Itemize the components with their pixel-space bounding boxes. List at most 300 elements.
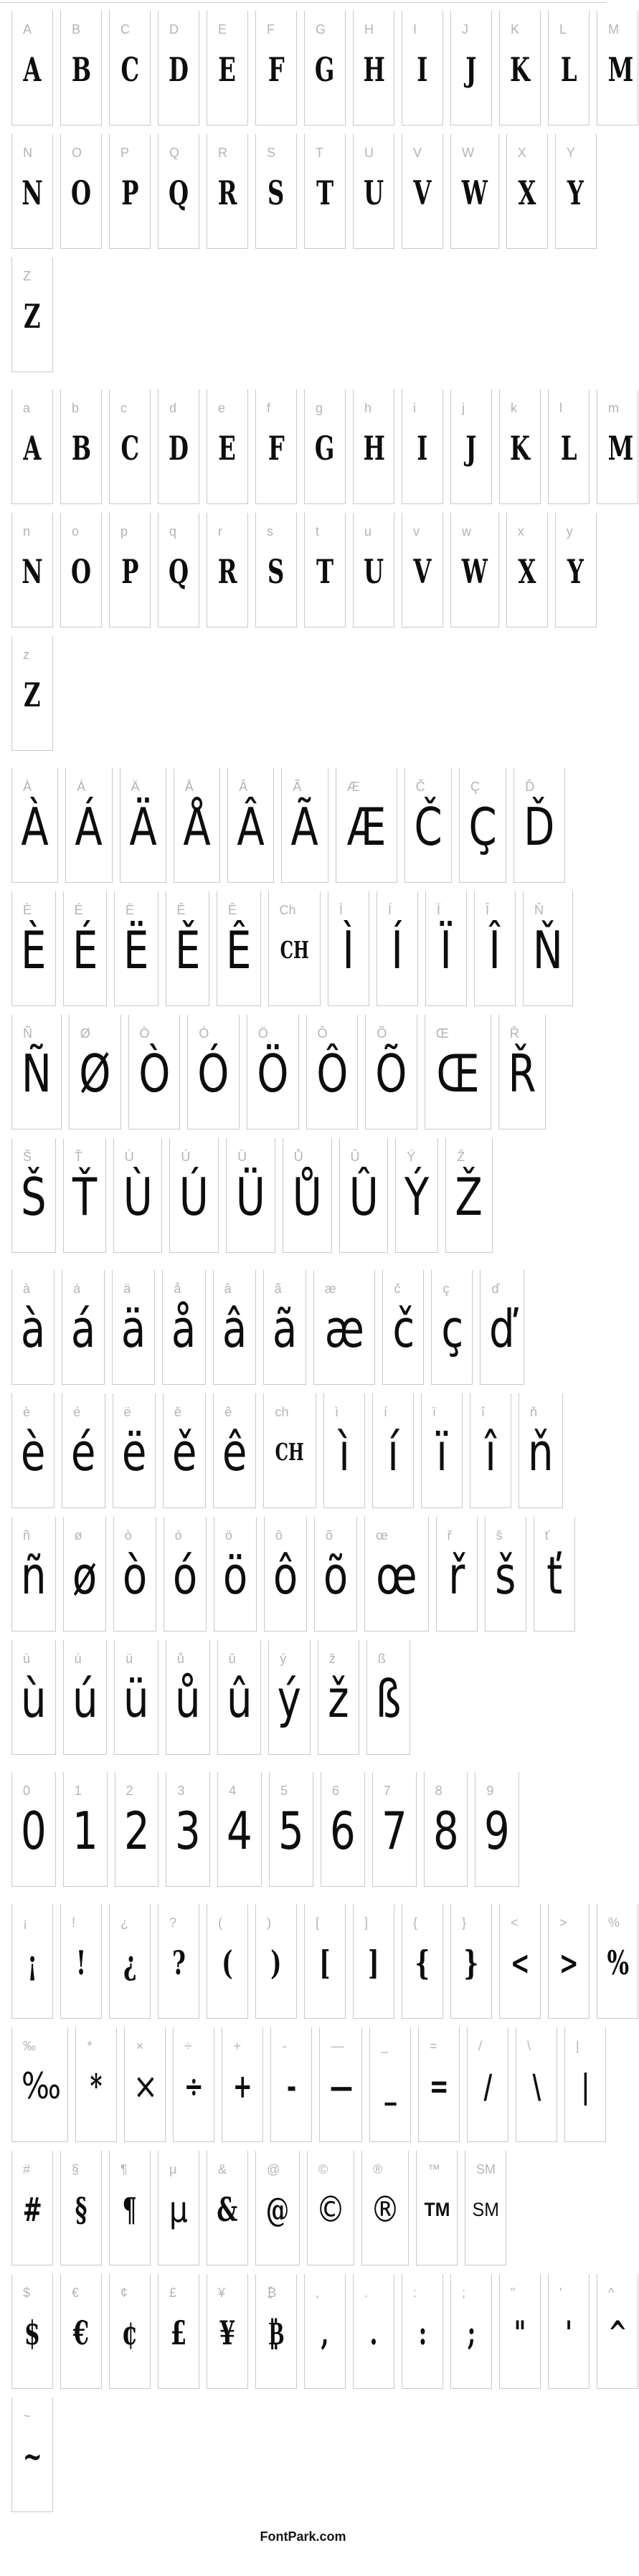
character-label: Š: [23, 1150, 32, 1164]
character-label: è: [23, 1405, 31, 1419]
glyph-cell: [114, 1640, 158, 1755]
glyph-render: O: [71, 174, 92, 212]
glyph-render: Á: [75, 797, 103, 857]
glyph-render: ]: [368, 1943, 379, 1982]
character-label: î: [481, 1405, 485, 1419]
character-label: ¡: [23, 1916, 27, 1930]
glyph-cell: [60, 513, 102, 628]
glyph-render-box: [17, 1801, 50, 1861]
glyph-render-box: [287, 797, 322, 857]
glyph-render-box: [407, 39, 437, 100]
glyph-render-box: [269, 1299, 300, 1359]
character-label: B: [72, 22, 81, 37]
glyph-render-box: [212, 541, 242, 602]
glyph-render: £: [170, 2314, 187, 2352]
character-label: ,: [316, 2286, 320, 2300]
glyph-cell: [11, 1517, 56, 1632]
glyph-render: Ě: [174, 920, 200, 980]
glyph-cell: [353, 513, 394, 628]
glyph-render: ë: [121, 1422, 147, 1482]
glyph-cell: [516, 2027, 557, 2142]
glyph-cell: [548, 389, 590, 504]
glyph-render: Č: [414, 797, 442, 857]
character-label: ‰: [23, 2039, 36, 2053]
glyph-render-box: [570, 2056, 600, 2116]
glyph-render: Ů: [292, 1167, 322, 1227]
glyph-cell: [304, 513, 346, 628]
character-label: ¥: [218, 2286, 226, 2300]
character-label: @: [267, 2162, 280, 2177]
glyph-cell: [11, 636, 53, 751]
glyph-cell: [109, 389, 151, 504]
glyph-render-box: [69, 920, 102, 980]
glyph-render: L: [560, 50, 577, 89]
glyph-render-box: [171, 1801, 204, 1861]
glyph-render-box: [602, 418, 633, 478]
character-label: |: [576, 2039, 579, 2053]
glyph-render-box: [17, 1299, 49, 1359]
character-label: L: [559, 22, 567, 37]
glyph-render-box: [437, 1299, 467, 1359]
character-label: ß: [377, 1652, 386, 1666]
glyph-render-box: [473, 2056, 503, 2116]
glyph-render: ê: [222, 1422, 247, 1482]
glyph-render: {: [415, 1943, 430, 1982]
glyph-render-box: [17, 665, 47, 725]
character-label: ~: [23, 2409, 31, 2423]
glyph-cell: [263, 1270, 306, 1385]
glyph-render: 9: [484, 1801, 511, 1861]
character-label: æ: [324, 1282, 336, 1296]
glyph-render-box: [261, 39, 291, 100]
character-label: Í: [387, 903, 392, 917]
section-lowercase: [11, 389, 634, 751]
glyph-render: č: [392, 1299, 415, 1359]
glyph-render: µ: [169, 2189, 189, 2230]
glyph-render-box: [17, 2179, 47, 2240]
character-label: ý: [280, 1652, 287, 1666]
glyph-render: S: [268, 552, 285, 591]
glyph-render-box: [120, 1801, 153, 1861]
glyph-render: Ť: [72, 1167, 97, 1227]
glyph-cell: [450, 11, 492, 126]
character-label: Ì: [339, 903, 343, 917]
character-label: ü: [126, 1652, 133, 1666]
glyph-render-box: [410, 797, 446, 857]
character-label: û: [228, 1652, 236, 1666]
character-label: Q: [169, 146, 180, 160]
glyph-render: W: [461, 552, 488, 591]
glyph-render: SM: [472, 2199, 499, 2220]
glyph-render-box: [171, 1669, 204, 1729]
glyph-cell: [65, 768, 112, 883]
glyph-render-box: [17, 541, 47, 602]
character-label: m: [608, 401, 619, 415]
character-label: G: [316, 22, 326, 37]
character-label: Ó: [199, 1026, 209, 1041]
character-label: Î: [485, 903, 489, 917]
character-label: v: [413, 524, 420, 539]
character-label: Á: [77, 780, 86, 794]
glyph-render: ó: [172, 1545, 197, 1606]
glyph-render-box: [270, 1545, 301, 1606]
glyph-render: W: [461, 174, 488, 212]
character-label: Ô: [317, 1026, 328, 1041]
glyph-render-box: [401, 1167, 432, 1227]
character-label: Ch: [279, 903, 296, 917]
glyph-row: [11, 2151, 606, 2265]
glyph-cell: [421, 1393, 463, 1508]
glyph-render: }: [463, 1943, 479, 1982]
glyph-cell: [498, 1015, 546, 1130]
glyph-cell: [307, 2151, 354, 2265]
character-label: r: [218, 524, 223, 539]
character-label: e: [218, 401, 226, 415]
glyph-render: N: [22, 174, 43, 212]
glyph-cell: [162, 1270, 205, 1385]
glyph-render: T: [316, 174, 334, 212]
glyph-render-box: [119, 1167, 157, 1227]
glyph-row: [11, 1138, 606, 1253]
glyph-render: ÷: [184, 2067, 204, 2106]
glyph-render: ¿: [123, 1943, 137, 1982]
glyph-render-box: [261, 2303, 291, 2363]
glyph-render-box: [378, 1801, 411, 1861]
glyph-render-box: [333, 920, 364, 980]
character-label: h: [364, 401, 372, 415]
glyph-cell: [402, 513, 443, 628]
character-label: Ť: [74, 1150, 82, 1164]
character-label: >: [559, 1916, 567, 1930]
glyph-render-box: [118, 1299, 149, 1359]
glyph-render: 3: [175, 1801, 202, 1861]
glyph-render: Z: [24, 676, 41, 714]
glyph-render-box: [451, 1167, 486, 1227]
glyph-cell: [217, 891, 261, 1006]
glyph-row: [11, 1772, 606, 1887]
glyph-render: í: [387, 1422, 399, 1482]
character-label: í: [383, 1405, 387, 1419]
glyph-render-box: [17, 1669, 50, 1729]
glyph-render: $: [24, 2314, 41, 2352]
character-label: Ê: [228, 903, 237, 917]
glyph-row: [11, 891, 606, 1006]
glyph-render: K: [509, 429, 530, 468]
glyph-render: [: [319, 1943, 331, 1982]
character-label: á: [73, 1282, 81, 1296]
glyph-cell: [548, 2274, 590, 2389]
glyph-cell: [113, 1138, 163, 1253]
glyph-render-box: [274, 1669, 305, 1729]
glyph-render: œ: [376, 1545, 417, 1606]
glyph-render-box: [456, 418, 486, 478]
glyph-render-box: [115, 39, 145, 100]
glyph-cell: [166, 1640, 210, 1755]
character-label: ů: [176, 1652, 184, 1666]
glyph-cell: [534, 1517, 575, 1632]
glyph-render-box: [261, 541, 291, 602]
glyph-cell: [564, 2027, 606, 2142]
glyph-render: ç: [441, 1299, 463, 1359]
character-label: }: [462, 1916, 467, 1930]
character-label: ù: [23, 1652, 31, 1666]
glyph-render: M: [607, 429, 634, 468]
glyph-row: [11, 1015, 606, 1130]
glyph-render-box: [212, 2179, 242, 2240]
glyph-cell: [353, 2274, 394, 2389]
glyph-cell: [402, 389, 443, 504]
character-label: é: [73, 1405, 81, 1419]
glyph-cell: [60, 11, 102, 126]
glyph-render: â: [222, 1299, 247, 1359]
glyph-cell: [314, 1517, 357, 1632]
glyph-render-box: [164, 541, 194, 602]
glyph-map: [0, 3, 634, 2512]
glyph-render: Ó: [197, 1043, 229, 1104]
glyph-row: [11, 2274, 628, 2389]
character-label: w: [462, 524, 472, 539]
glyph-render: X: [518, 174, 536, 212]
glyph-render: Ì: [342, 920, 355, 980]
glyph-render: %: [607, 1943, 630, 1982]
glyph-cell: [506, 513, 548, 628]
glyph-render-box: [456, 541, 493, 602]
character-label: Æ: [346, 780, 360, 794]
glyph-cell: [173, 2027, 214, 2142]
glyph-render: 5: [278, 1801, 304, 1861]
character-label: 1: [74, 1784, 82, 1798]
character-label: Ü: [237, 1150, 247, 1164]
glyph-render-box: [179, 797, 214, 857]
glyph-render: ×: [133, 2065, 158, 2107]
glyph-render-box: [164, 163, 194, 223]
character-label: ": [511, 2286, 516, 2300]
glyph-cell: [264, 1517, 307, 1632]
glyph-render: ß: [375, 1669, 402, 1729]
glyph-render-box: [554, 1933, 584, 1993]
character-label: 2: [126, 1784, 133, 1798]
glyph-render-box: [465, 797, 501, 857]
glyph-render-box: [17, 920, 50, 980]
glyph-cell: [158, 2274, 199, 2389]
character-label: ?: [169, 1916, 177, 1930]
glyph-render-box: [378, 1422, 408, 1482]
glyph-render: 1: [72, 1801, 98, 1861]
glyph-cell: [513, 768, 564, 883]
character-label: Œ: [435, 1026, 449, 1041]
glyph-cell: [109, 2151, 151, 2265]
glyph-row: [11, 2397, 606, 2512]
glyph-render-box: [345, 1167, 383, 1227]
glyph-cell: [112, 1270, 155, 1385]
glyph-render-box: [456, 1933, 486, 1993]
character-label: $: [23, 2286, 31, 2300]
glyph-render: Î: [488, 920, 501, 980]
glyph-render: L: [560, 429, 577, 468]
character-label: E: [218, 22, 227, 37]
glyph-render-box: [407, 163, 437, 223]
character-label: Ö: [257, 1026, 268, 1041]
glyph-cell: [402, 2274, 443, 2389]
glyph-cell: [166, 1772, 210, 1887]
glyph-row: [11, 257, 606, 372]
glyph-render-box: [269, 1422, 310, 1482]
glyph-cell: [158, 2151, 199, 2265]
glyph-render: D: [169, 50, 189, 89]
character-label: £: [169, 2286, 177, 2300]
glyph-cell: [268, 891, 321, 1006]
glyph-render-box: [17, 418, 47, 478]
glyph-cell: [63, 1138, 106, 1253]
glyph-render-box: [17, 1043, 56, 1104]
character-label: ô: [275, 1528, 283, 1543]
glyph-cell: [263, 1393, 316, 1508]
glyph-render: M: [607, 50, 634, 89]
glyph-render: 0: [21, 1801, 47, 1861]
character-label: ú: [74, 1652, 82, 1666]
glyph-cell: [425, 1015, 491, 1130]
glyph-render: 8: [432, 1801, 459, 1861]
glyph-cell: [431, 1270, 473, 1385]
glyph-render-box: [261, 1933, 291, 1993]
glyph-render-box: [424, 2056, 454, 2116]
glyph-render-box: [17, 1167, 50, 1227]
character-label: _: [381, 2039, 389, 2053]
glyph-render-box: [134, 1043, 175, 1104]
glyph-render: á: [70, 1299, 96, 1359]
glyph-cell: [63, 1772, 108, 1887]
character-label: ;: [462, 2286, 466, 2300]
character-label: Ď: [525, 780, 535, 794]
glyph-render: ï: [436, 1422, 448, 1482]
glyph-cell: [523, 891, 573, 1006]
glyph-cell: [450, 2274, 492, 2389]
glyph-render: Ö: [257, 1043, 289, 1104]
glyph-render: ô: [273, 1545, 298, 1606]
character-label: +: [233, 2039, 241, 2053]
character-label: ¿: [120, 1916, 128, 1930]
glyph-cell: [597, 1904, 638, 2019]
glyph-render: B: [71, 50, 91, 89]
glyph-render-box: [17, 1422, 49, 1482]
glyph-render: Û: [349, 1167, 379, 1227]
glyph-render: CH: [280, 936, 309, 964]
glyph-render-box: [480, 920, 510, 980]
glyph-render-box: [319, 1299, 370, 1359]
glyph-cell: [318, 1640, 359, 1755]
glyph-render: CH: [275, 1438, 305, 1466]
glyph-render-box: [456, 163, 493, 223]
glyph-render: T: [316, 552, 334, 591]
character-label: Ë: [126, 903, 135, 917]
glyph-cell: [459, 768, 506, 883]
section-lowercase-accents: [11, 1270, 606, 1755]
glyph-render-box: [67, 1299, 99, 1359]
glyph-render-box: [223, 1669, 256, 1729]
glyph-cell: [11, 389, 53, 504]
glyph-render-box: [233, 797, 268, 857]
glyph-render-box: [261, 2179, 294, 2240]
glyph-render-box: [115, 1933, 145, 1993]
character-label: *: [87, 2039, 93, 2053]
glyph-render: *: [90, 2067, 103, 2106]
glyph-render: G: [315, 50, 335, 89]
character-label: ì: [334, 1405, 339, 1419]
glyph-cell: [247, 1015, 299, 1130]
character-label: ™: [427, 2162, 440, 2177]
glyph-render: F: [268, 429, 285, 468]
glyph-cell: [269, 1772, 313, 1887]
glyph-render: A: [23, 429, 42, 468]
glyph-cell: [255, 134, 297, 249]
glyph-cell: [445, 1138, 492, 1253]
character-label: f: [267, 401, 271, 415]
glyph-render: .: [369, 2314, 378, 2352]
glyph-render: H: [363, 429, 385, 468]
character-label: I: [413, 22, 417, 37]
glyph-render: ¡: [27, 1943, 38, 1982]
character-label: ò: [124, 1528, 132, 1543]
glyph-render: 7: [381, 1801, 407, 1861]
character-label: ©: [318, 2162, 328, 2177]
glyph-cell: [304, 1904, 346, 2019]
glyph-render: ¢: [121, 2314, 138, 2352]
character-label: d: [169, 401, 177, 415]
glyph-cell: [207, 1904, 248, 2019]
character-label: Ý: [407, 1150, 416, 1164]
glyph-render: Ã: [290, 797, 319, 857]
glyph-cell: [382, 1270, 424, 1385]
glyph-render-box: [120, 1669, 153, 1729]
glyph-cell: [306, 1015, 359, 1130]
glyph-render-box: [310, 1933, 340, 1993]
character-label: t: [316, 524, 320, 539]
character-label: s: [267, 524, 274, 539]
glyph-render-box: [456, 2303, 486, 2363]
character-label: .: [364, 2286, 369, 2300]
glyph-render: Ú: [179, 1167, 209, 1227]
glyph-render-box: [388, 1299, 418, 1359]
glyph-render: -: [286, 2067, 297, 2106]
glyph-render-box: [561, 541, 591, 602]
character-label: M: [608, 22, 619, 37]
glyph-cell: [120, 768, 166, 883]
glyph-render-box: [427, 1422, 457, 1482]
glyph-render-box: [120, 920, 153, 980]
glyph-render: à: [20, 1299, 46, 1359]
glyph-render-box: [529, 920, 567, 980]
glyph-render-box: [17, 1545, 50, 1606]
glyph-render: —: [330, 2067, 354, 2106]
glyph-render: +: [232, 2067, 252, 2106]
glyph-cell: [402, 1904, 443, 2019]
character-label: ê: [224, 1405, 232, 1419]
character-label: ¢: [120, 2286, 128, 2300]
glyph-render: Ž: [455, 1167, 483, 1227]
glyph-cell: [436, 1517, 478, 1632]
glyph-render: O: [71, 552, 92, 591]
glyph-cell: [11, 1015, 62, 1130]
character-label: â: [224, 1282, 232, 1296]
glyph-cell: [404, 768, 452, 883]
glyph-render-box: [407, 418, 437, 478]
glyph-render-box: [329, 1422, 359, 1482]
character-label: 7: [383, 1784, 391, 1798]
glyph-cell: [11, 2274, 53, 2389]
glyph-cell: [255, 11, 297, 126]
glyph-render-box: [359, 39, 389, 100]
character-label: Ï: [436, 903, 440, 917]
